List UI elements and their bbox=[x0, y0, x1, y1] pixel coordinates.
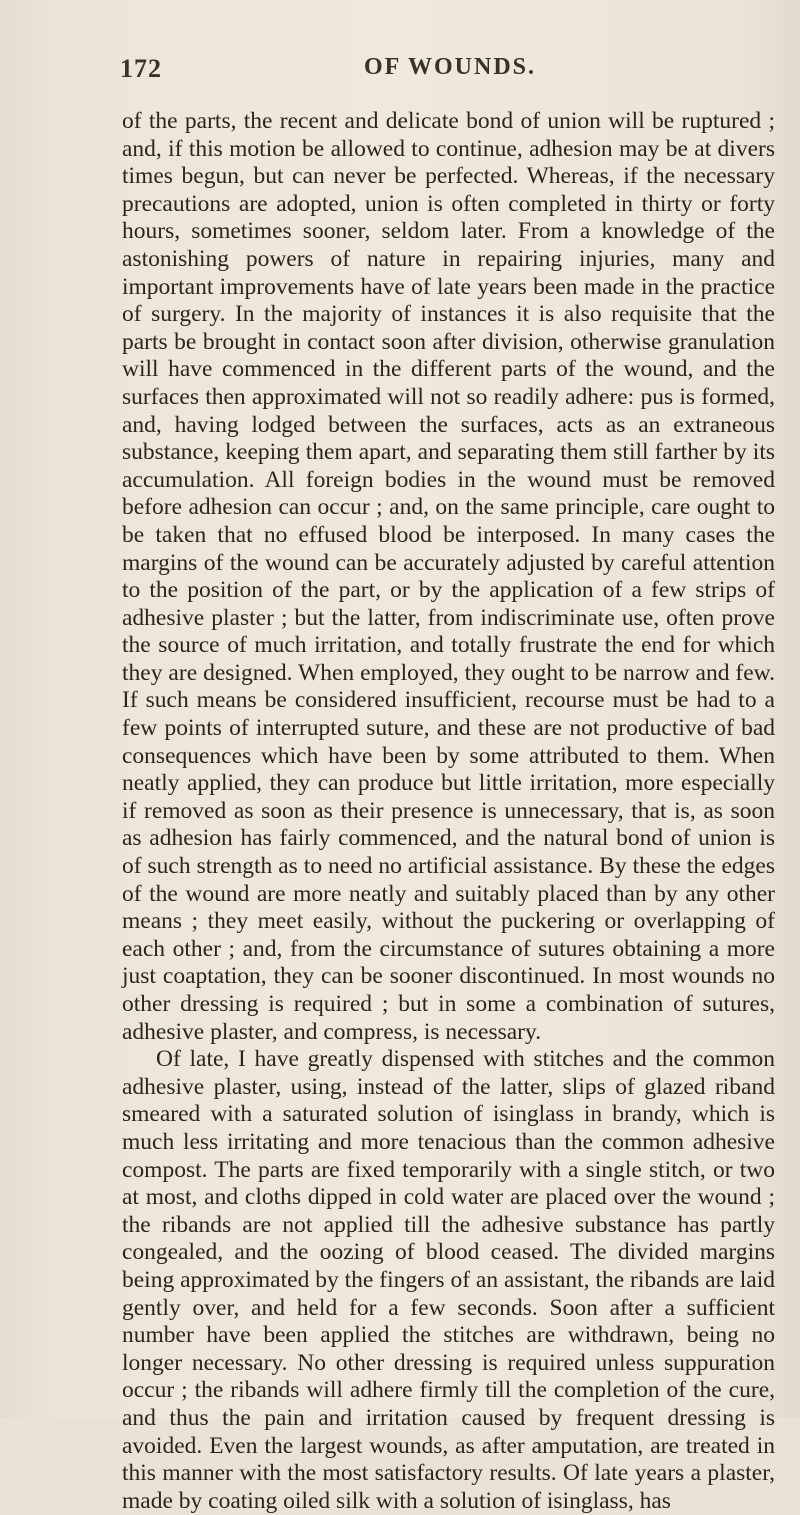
page-number: 172 bbox=[120, 54, 162, 83]
body-text bbox=[122, 108, 775, 1515]
paragraph-1: of the parts, the recent and delicate bond of union will be ruptured ; and, if this motion be allowed to continue, adhesion may be at divers times begun, but can never be perfected. Whereas, if the necessary precautions are adopted, union is often completed in thirty or forty hours, sometimes sooner, seldom later. From a knowledge of the astonishing powers of nature in repairing injuries, many and important improvements have of late years been made in the practice of surgery. In the majority of instances it is also requisite that the parts be brought in contact soon after division, otherwise granulation will have commenced in the different parts of the wound, and the surfaces then approximated will not so readily adhere: pus is formed, and, having lodged between the surfaces, acts as an extraneous substance, keeping them apart, and separating them still farther by its accumulation. All foreign bodies in the wound must be removed before adhesion can occur ; and, on the same principle, care ought to be taken that no effused blood be interposed. In many cases the margins of the wound can be accurately adjusted by careful attention to the position of the part, or by the application of a few strips of adhesive plaster ; but the latter, from indiscriminate use, often prove the source of much irritation, and totally frustrate the end for which they are designed. When employed, they ought to be narrow and few. If such means be considered insufficient, recourse must be had to a few points of interrupted suture, and these are not productive of bad consequences which have been by some attributed to them. When neatly applied, they can produce but little irritation, more especially if removed as soon as their presence is unnecessary, that is, as soon as adhesion has fairly commenced, and the natural bond of union is of such strength as to need no artificial assistance. By these the edges of the wound are more neatly and suitably placed than by any other means ; they meet easily, without the puckering or overlapping of each other ; and, from the circumstance of sutures obtaining a more just coaptation, they can be sooner discontinued. In most wounds no other dressing is required ; but in some a combination of sutures, adhesive plaster, and compress, is necessary. bbox=[122, 108, 775, 1045]
paragraph-2: Of late, I have greatly dispensed with stitches and the common adhesive plaster, using, instead of the latter, slips of glazed riband smeared with a saturated solution of isinglass in brandy, which is much less irritating and more tenacious than the common adhesive compost. The parts are fixed temporarily with a single stitch, or two at most, and cloths dipped in cold water are placed over the wound ; the ribands are not applied till the adhesive substance has partly congealed, and the oozing of blood ceased. The divided margins being approximated by the fingers of an assistant, the ribands are laid gently over, and held for a few seconds. Soon after a sufficient number have been applied the stitches are withdrawn, being no longer necessary. No other dressing is required unless suppuration occur ; the ribands will adhere firmly till the completion of the cure, and thus the pain and irritation caused by frequent dressing is avoided. Even the largest wounds, as after amputation, are treated in this manner with the most satisfactory results. Of late years a plaster, made by coating oiled silk with a solution of isinglass, has bbox=[122, 1046, 775, 1514]
page-header bbox=[120, 54, 780, 94]
running-title: OF WOUNDS. bbox=[363, 54, 536, 80]
